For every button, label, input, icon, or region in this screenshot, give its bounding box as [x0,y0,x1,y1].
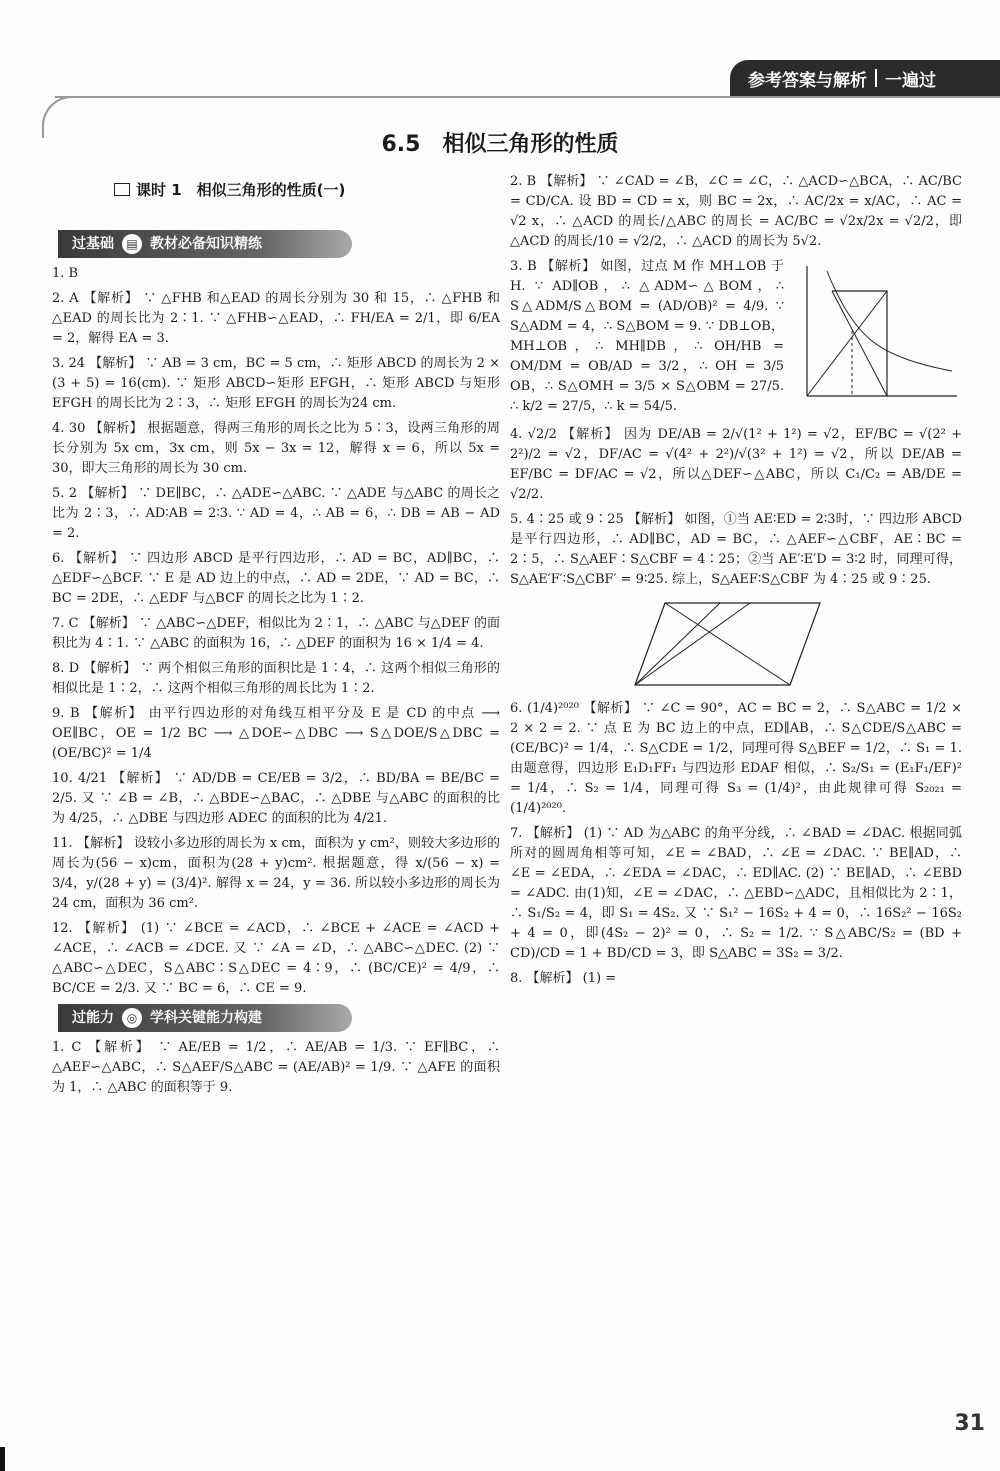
banner-basic-subtitle: 教材必备知识精练 [150,236,262,252]
answer-item: 3. 24 【解析】 ∵ AB = 3 cm，BC = 5 cm，∴ 矩形 ABCD 的周长为 2 × (3 + 5) = 16(cm). ∵ 矩形 ABCD∽矩形 EFGH，∴ 矩形 ABCD 与矩形 EFGH 的周长比为 2∶3，∴ 矩形 EFGH 的周长为24 cm. [52,356,500,411]
book-icon: ▤ [122,234,142,254]
banner-basic [58,230,352,258]
header-rule [55,96,1000,98]
answer-item: 11. 【解析】 设较小多边形的周长为 x cm，面积为 y cm²，则较大多边形的周长为(56 − x)cm，面积为(28 + y)cm². 根据题意，得 x/(56 − x) = 3/4，y/(28 + y) = (3/4)². 解得 x = 24，y = 36. 所以较小多边形的周长为 24 cm，面积为 36 cm². [52,836,500,911]
answer-item: 5. 2 【解析】 ∵ DE∥BC，∴ △ADE∽△ABC. ∵ △ADE 与△ABC 的周长之比为 2∶3，∴ AD∶AB = 2∶3. ∵ AD = 4，∴ AB = 6，∴ DB = AB − AD = 2. [52,486,500,541]
book-icon [114,183,130,196]
answer-item: 4. √2/2 【解析】 因为 DE/AB = 2/√(1² + 1²) = √2，EF/BC = √(2² + 2²)/2 = √2，DF/AC = √(4² + 2²)/√(3² + 1²) = √2，所以 DE/AB = EF/BC = DF/AC = √2，所以△DEF∽△ABC，所以 C₁/C₂ = AB/DE = √2/2. [510,427,962,502]
section-title: 6.5 相似三角形的性质 [381,132,619,157]
header-separator [875,69,877,87]
parallelogram-diagram [630,595,830,695]
coordinate-diagram [792,261,962,421]
lesson-title: 课时 1 相似三角形的性质(一) [136,181,346,199]
bottom-mark [0,1447,5,1471]
answer-item: 12. 【解析】 (1) ∵ ∠BCE = ∠ACD，∴ ∠BCE + ∠ACE = ∠ACD + ∠ACE，∴ ∠ACB = ∠DCE. 又 ∵ ∠A = ∠D，∴ △ABC∽△DEC. (2) ∵ △ABC∽△DEC，S△ABC∶S△DEC = 4∶9，∴ (BC/CE)² = 4/9，∴ BC/CE = 2/3. 又 ∵ BC = 6，∴ CE = 9. [52,921,500,996]
answer-item: 7. 【解析】 (1) ∵ AD 为△ABC 的角平分线，∴ ∠BAD = ∠DAC. 根据同弧所对的圆周角相等可知，∠E = ∠BAD，∴ ∠E = ∠DAC. ∵ BE∥AD，∴ ∠E = ∠EDA，∴ ∠EDA = ∠DAC，∴ ED∥AC. (2) ∵ BE∥AD，∴ ∠EBD = ∠ADC. 由(1)知，∠E = ∠DAC，∴ △EBD∽△ADC，且相似比为 2∶1，∴ S₁/S₂ = 4，即 S₁ = 4S₂. 又 ∵ S₁² − 16S₂ + 4 = 0，∴ 16S₂² − 16S₂ + 4 = 0，即(4S₂ − 2)² = 0，∴ S₂ = 1/2. ∵ S△ABC/S₂ = (BD + CD)/CD = 1 + BD/CD = 3，即 S△ABC = 3S₂ = 3/2. [510,826,962,961]
figure-parallelogram [630,595,830,695]
right-column [510,172,962,994]
header-tab [730,60,1000,96]
lesson-heading [114,180,500,200]
banner-ability-label: 过能力 [72,1010,114,1026]
figure-coordinate [792,261,962,421]
answer-item: 10. 4/21 【解析】 ∵ AD/DB = CE/EB = 3/2，∴ BD/BA = BE/BC = 2/5. 又 ∵ ∠B = ∠B，∴ △BDE∽△BAC，∴ △DBE 与△ABC 的面积的比为 4/25，∴ △DBE 与四边形 ADEC 的面积的比为 4/21. [52,771,500,826]
header-brand: 一遍过 [885,70,936,91]
answer-item: 7. C 【解析】 ∵ △ABC∽△DEF，相似比为 2∶1，∴ △ABC 与△DEF 的面积比为 4∶1. ∵ △ABC 的面积为 16，∴ △DEF 的面积为 16 × 1/4 = 4. [52,616,500,651]
answer-item: 4. 30 【解析】 根据题意，得两三角形的周长之比为 5∶3，设两三角形的周长分别为 5x cm，3x cm，则 5x − 3x = 12，解得 x = 6，所以 5x = 30，即大三角形的周长为 30 cm. [52,421,500,476]
answer-item: 8. 【解析】 (1) = [510,971,617,986]
header-tab-text: 参考答案与解析 [748,70,867,91]
target-icon: ◎ [122,1008,142,1028]
left-column [52,180,500,1103]
answer-item: 2. B 【解析】 ∵ ∠CAD = ∠B，∠C = ∠C，∴ △ACD∽△BCA，∴ AC/BC = CD/CA. 设 BD = CD = x，则 BC = 2x，∴ AC/2x = x/AC，∴ AC = √2 x，∴ △ACD 的周长/△ABC 的周长 = AC/BC = √2x/2x = √2/2，即 △ACD 的周长/10 = √2/2，∴ △ACD 的周长为 5√2. [510,174,962,249]
answer-item: 2. A 【解析】 ∵ △FHB 和△EAD 的周长分别为 30 和 15，∴ △FHB 和△EAD 的周长比为 2∶1. ∵ △FHB∽△EAD，∴ FH/EA = 2/1，即 6/EA = 2，解得 EA = 3. [52,291,500,346]
answer-item: 3. B 【解析】 如图，过点 M 作 MH⊥OB 于 H. ∵ AD∥OB，∴ △ADM∽△BOM，∴ S△ADM/S△BOM = (AD/OB)² = 4/9. ∵ S△ADM = 4，∴ S△BOM = 9. ∵ DB⊥OB，MH⊥OB，∴ MH∥DB，∴ OH/HB = OM/DM = OB/AD = 3/2，∴ OH = 3/5 OB，∴ S△OMH = 3/5 × S△OBM = 27/5. ∴ k/2 = 27/5，∴ k = 54/5. [510,259,784,414]
answer-item: 6. (1/4)²⁰²⁰ 【解析】 ∵ ∠C = 90°，AC = BC = 2，∴ S△ABC = 1/2 × 2 × 2 = 2. ∵ 点 E 为 BC 边上的中点，ED∥AB，∴ S△CDE/S△ABC = (CE/BC)² = 1/4，∴ S△CDE = 1/2，同理可得 S△BEF = 1/2，∴ S₁ = 1. 由题意得，四边形 E₁D₁FF₁ 与四边形 EDAF 相似，∴ S₂/S₁ = (E₁F₁/EF)² = 1/4，∴ S₂ = 1/4，同理可得 S₃ = (1/4)²，由此规律可得 S₂₀₂₁ = (1/4)²⁰²⁰. [510,701,962,816]
answer-item: 5. 4∶25 或 9∶25 【解析】 如图，①当 AE∶ED = 2∶3时，∵ 四边形 ABCD 是平行四边形，∴ AD∥BC，AD = BC，∴ △AEF∽△CBF，AE∶BC = 2∶5，∴ S△AEF∶S△CBF = 4∶25；②当 AE′∶E′D = 3∶2 时，同理可得，S△AE′F′∶S△CBF′ = 9∶25. 综上，S△AEF∶S△CBF 为 4∶25 或 9∶25. [510,512,962,587]
banner-ability-subtitle: 学科关键能力构建 [150,1010,262,1026]
page-number: 31 [954,1411,985,1436]
answer-item: 1. B [52,266,79,281]
banner-basic-label: 过基础 [72,236,114,252]
answer-item: 8. D 【解析】 ∵ 两个相似三角形的面积比是 1∶4，∴ 这两个相似三角形的相似比是 1∶2，∴ 这两个相似三角形的周长比为 1∶2. [52,661,500,696]
answer-item: 9. B 【解析】 由平行四边形的对角线互相平分及 E 是 CD 的中点 ⟶ OE∥BC，OE = 1/2 BC ⟶ △DOE∽△DBC ⟶ S△DOE/S△DBC = (OE/BC)² = 1/4 [52,706,500,761]
banner-ability [58,1004,352,1032]
answer-item: 1. C 【解析】 ∵ AE/EB = 1/2，∴ AE/AB = 1/3. ∵ EF∥BC，∴ △AEF∽△ABC，∴ S△AEF/S△ABC = (AE/AB)² = 1/9. ∵ △AFE 的面积为 1，∴ △ABC 的面积等于 9. [52,1040,500,1095]
answer-item: 6. 【解析】 ∵ 四边形 ABCD 是平行四边形，∴ AD = BC，AD∥BC，∴ △EDF∽△BCF. ∵ E 是 AD 边上的中点，∴ AD = 2DE，∵ AD = BC，∴ BC = 2DE，∴ △EDF 与△BCF 的周长之比为 1∶2. [52,551,500,606]
